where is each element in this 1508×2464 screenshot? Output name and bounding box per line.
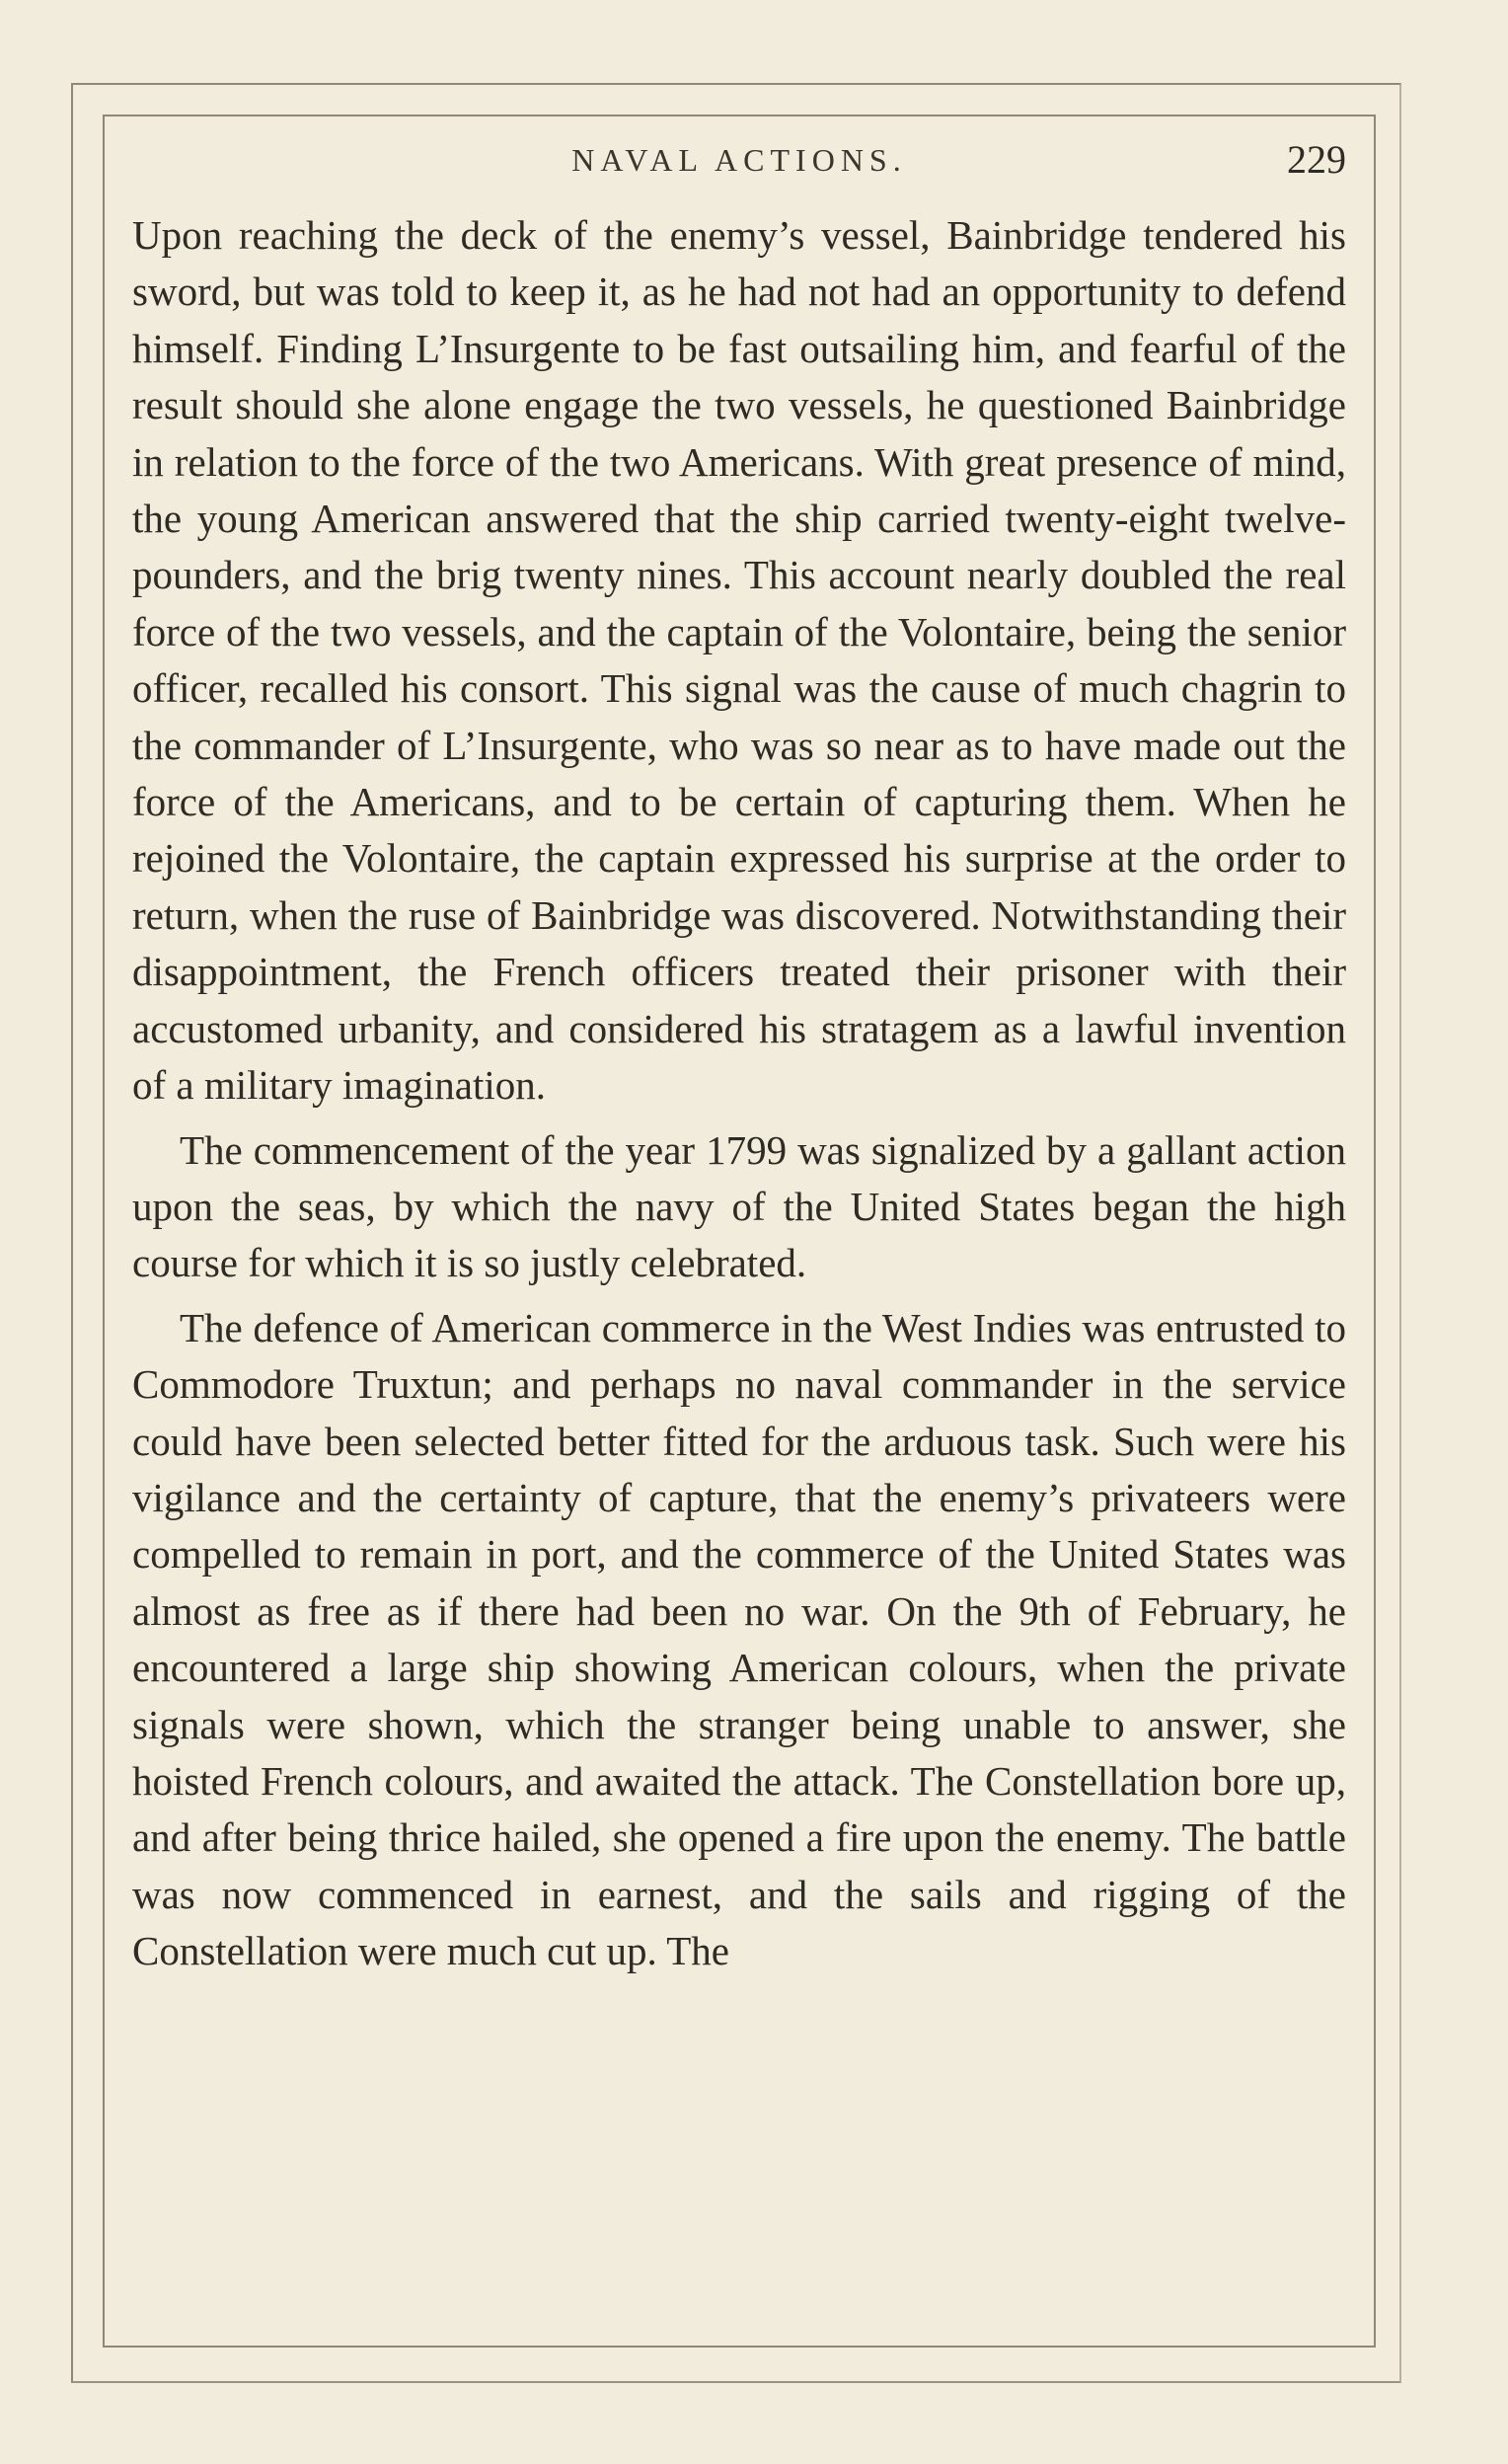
body-text	[132, 207, 1346, 1988]
paragraph-3: The defence of American commerce in the West Indies was entrusted to Commodore Truxtun; and perhaps no naval commander in the service could have been selected better fitted for the arduous task. Such were his vigilance and the certainty of capture, that the enemy’s privateers were compelled to remain in port, and the commerce of the United States was almost as free as if there had been no war. On the 9th of February, he encountered a large ship showing American colours, when the private signals were shown, which the stranger being unable to answer, she hoisted French colours, and awaited the attack. The Constellation bore up, and after being thrice hailed, she opened a fire upon the enemy. The battle was now commenced in earnest, and the sails and rigging of the Constellation were much cut up. The	[132, 1304, 1346, 1974]
running-head: NAVAL ACTIONS.	[571, 142, 907, 178]
page-header	[132, 136, 1346, 195]
page-number: 229	[1287, 137, 1346, 182]
paragraph-1: Upon reaching the deck of the enemy’s vessel, Bainbridge tendered his sword, but was told to keep it, as he had not had an opportunity to defend himself. Finding L’Insurgente to be fast outsailing him, and fearful of the result should she alone engage the two vessels, he questioned Bainbridge in relation to the force of the two Americans. With great presence of mind, the young American answered that the ship carried twenty-eight twelve-pounders, and the brig twenty nines. This account nearly doubled the real force of the two vessels, and the captain of the Volontaire, being the senior officer, recalled his consort. This signal was the cause of much chagrin to the commander of L’Insurgente, who was so near as to have made out the force of the Americans, and to be certain of capturing them. When he rejoined the Volontaire, the captain expressed his surprise at the order to return, when the ruse of Bainbridge was discovered. Notwithstanding their disappointment, the French officers treated their prisoner with their accustomed urbanity, and considered his stratagem as a lawful invention of a military imagination.	[132, 212, 1346, 1109]
paragraph-2: The commencement of the year 1799 was signalized by a gallant action upon the seas, by which the navy of the United States began the high course for which it is so justly celebrated.	[132, 1126, 1346, 1286]
